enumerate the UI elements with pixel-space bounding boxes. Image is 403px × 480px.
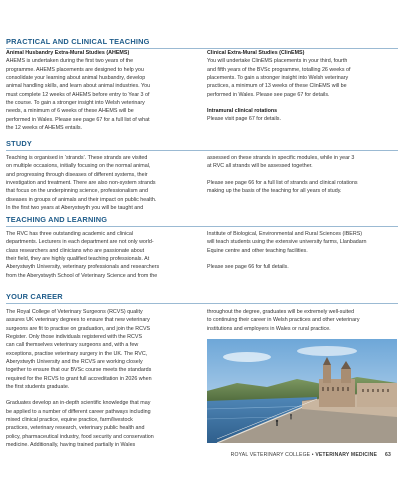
practical-left-line: needs, a minimum of 6 weeks of these AHEMS will be [6,108,134,115]
footer-separator: • [310,452,316,458]
career-left-line: policy, pharmaceutical industry, food security and conservation [6,433,154,440]
study-right-line: Please see page 66 for a full list of strands and clinical rotations [207,179,358,186]
practical-left-line: programme. AHEMS placements are designed to help you [6,66,144,73]
intramural-title: Intramural clinical rotations [207,108,278,115]
teaching-left-line: their field, they are highly qualified teaching professionals. At [6,256,150,263]
practical-left-line: consolidate your learning about animal husbandry, develop [6,75,146,82]
study-left-line: In the first two years at Aberystwyth you will be taught and [6,205,144,212]
teaching-left-line: Aberystwyth University, veterinary professionals and researchers [6,264,160,271]
ahems-title: Animal Husbandry Extra-Mural Studies (AHEMS) [6,50,130,56]
study-left-line: diseases in groups of animals and their impact on public health. [6,196,157,203]
study-left-column [6,154,202,212]
career-left-line: The Royal College of Veterinary Surgeons (RCVS) quality [6,309,143,315]
practical-left-line: AHEMS is undertaken during the first two years of the [6,58,134,65]
study-right-line: at RVC all strands will be assessed together. [207,163,313,170]
career-left-line: together to ensure that our BVSc course meets the standards [6,367,152,374]
teaching-right-line: Please see page 66 for full details. [207,264,289,271]
career-left-line: the first students graduate. [6,384,70,391]
practical-left-line: must complete 12 weeks of AHEMS before entry to Year 3 of [6,91,150,98]
study-left-line: that focus on the underpinning science, professionalism and [6,188,148,195]
career-left-line: Register. Only those individuals registered with the RCVS [6,334,143,341]
career-right-line: institutions and employers in Wales or rural practice. [207,325,331,332]
teaching-left-column [6,230,202,280]
footer-section: VETERINARY MEDICINE [315,452,378,458]
practical-right-column [207,49,399,124]
teaching-right-line: will teach students using the extensive university farms, Llanbadarn [207,239,367,246]
teaching-left-line: from the Aberystwyth School of Veterinary Science and from the [6,272,158,279]
career-left-line: Aberystwyth University and the RCVS are working closely [6,359,143,366]
career-left-line: can call themselves veterinary surgeons and, with a few [6,342,139,349]
practical-left-line: the 12 weeks of AHEMS entails. [6,125,83,132]
practical-right-line: and fifth years of the BVSc programme, totalling 26 weeks of [207,66,351,73]
teaching-right-line: Institute of Biological, Environmental and Rural Sciences (IBERS) [207,231,363,237]
aberystwyth-seafront-photo [207,339,397,443]
career-left-line: Graduates develop an in-depth scientific knowledge that may [6,400,151,407]
teaching-left-line: The RVC has three outstanding academic and clinical [6,231,134,237]
career-left-line: medicine. Additionally, having trained partially in Wales [6,442,136,449]
intramural-line: Please visit page 67 for details. [207,116,281,123]
career-right-line: to continuing their career in Welsh practices and other veterinary [207,317,360,324]
practical-right-line: You will undertake ClinEMS placements in your third, fourth [207,58,348,65]
study-left-line: and progressing through diseases of different systems, their [6,171,148,178]
practical-right-line: practices, a minimum of 13 weeks of these ClinEMS will be [207,83,347,90]
career-left-column [6,308,202,450]
section-heading-teaching: TEACHING AND LEARNING [6,215,398,227]
page-footer [231,452,391,458]
section-heading-career: YOUR CAREER [6,292,398,304]
study-left-line: Teaching is organised in ‘strands’. These strands are visited [6,155,148,161]
practical-left-line: the course. To gain a stronger insight into Welsh veterinary [6,100,145,107]
teaching-left-line: class researchers and clinicians who are passionate about [6,247,145,254]
footer-org: ROYAL VETERINARY COLLEGE [230,452,311,458]
career-right-line: throughout the degree, graduates will be extremely well-suited [207,309,355,315]
study-left-line: investigation and treatment. There are also non-system strands [6,180,156,187]
practical-left-line: performed in Wales. Please see page 67 for a full list of what [6,116,150,123]
study-right-line: making up the basis of the teaching for all years of study. [207,188,342,195]
section-heading-study: STUDY [6,139,398,151]
section-heading-practical: PRACTICAL AND CLINICAL TEACHING [6,37,398,49]
career-left-line: exceptions, practise veterinary surgery in the UK. The RVC, [6,350,148,357]
practical-left-line: animal handling skills, and learn about animal industries. You [6,83,151,90]
career-left-line: practices, veterinary research, veterinary public health and [6,425,145,432]
career-left-line: required for the RCVS to grant full accreditation in 2026 when [6,375,152,382]
clinems-title: Clinical Extra-Mural Studies (ClinEMS) [207,50,305,56]
career-left-line: be applied to a number of different career pathways including [6,408,151,415]
practical-right-line: performed in Wales. Please see page 67 for details. [207,91,330,98]
teaching-right-column [207,230,399,271]
study-right-column [207,154,399,195]
career-left-line: surgeons are fit to practise on graduation, and join the RCVS [6,325,151,332]
practical-right-line: placements. To gain a stronger insight into Welsh veterinary [207,75,349,82]
study-right-line: assessed on these strands in specific modules, while in year 3 [207,155,355,161]
practical-left-column [6,49,202,132]
teaching-left-line: departments. Lecturers in each department are not only world- [6,239,154,246]
study-left-line: on multiple occasions, initially focusing on the normal animal, [6,163,151,170]
teaching-right-line: Equine centre and other teaching facilities. [207,247,308,254]
career-left-line: mixed clinical practice, equine practice, farm/livestock [6,417,133,424]
page-number: 63 [385,452,391,458]
career-left-line: assures UK veterinary degrees to ensure that new veterinary [6,317,150,324]
career-right-column [207,308,399,333]
